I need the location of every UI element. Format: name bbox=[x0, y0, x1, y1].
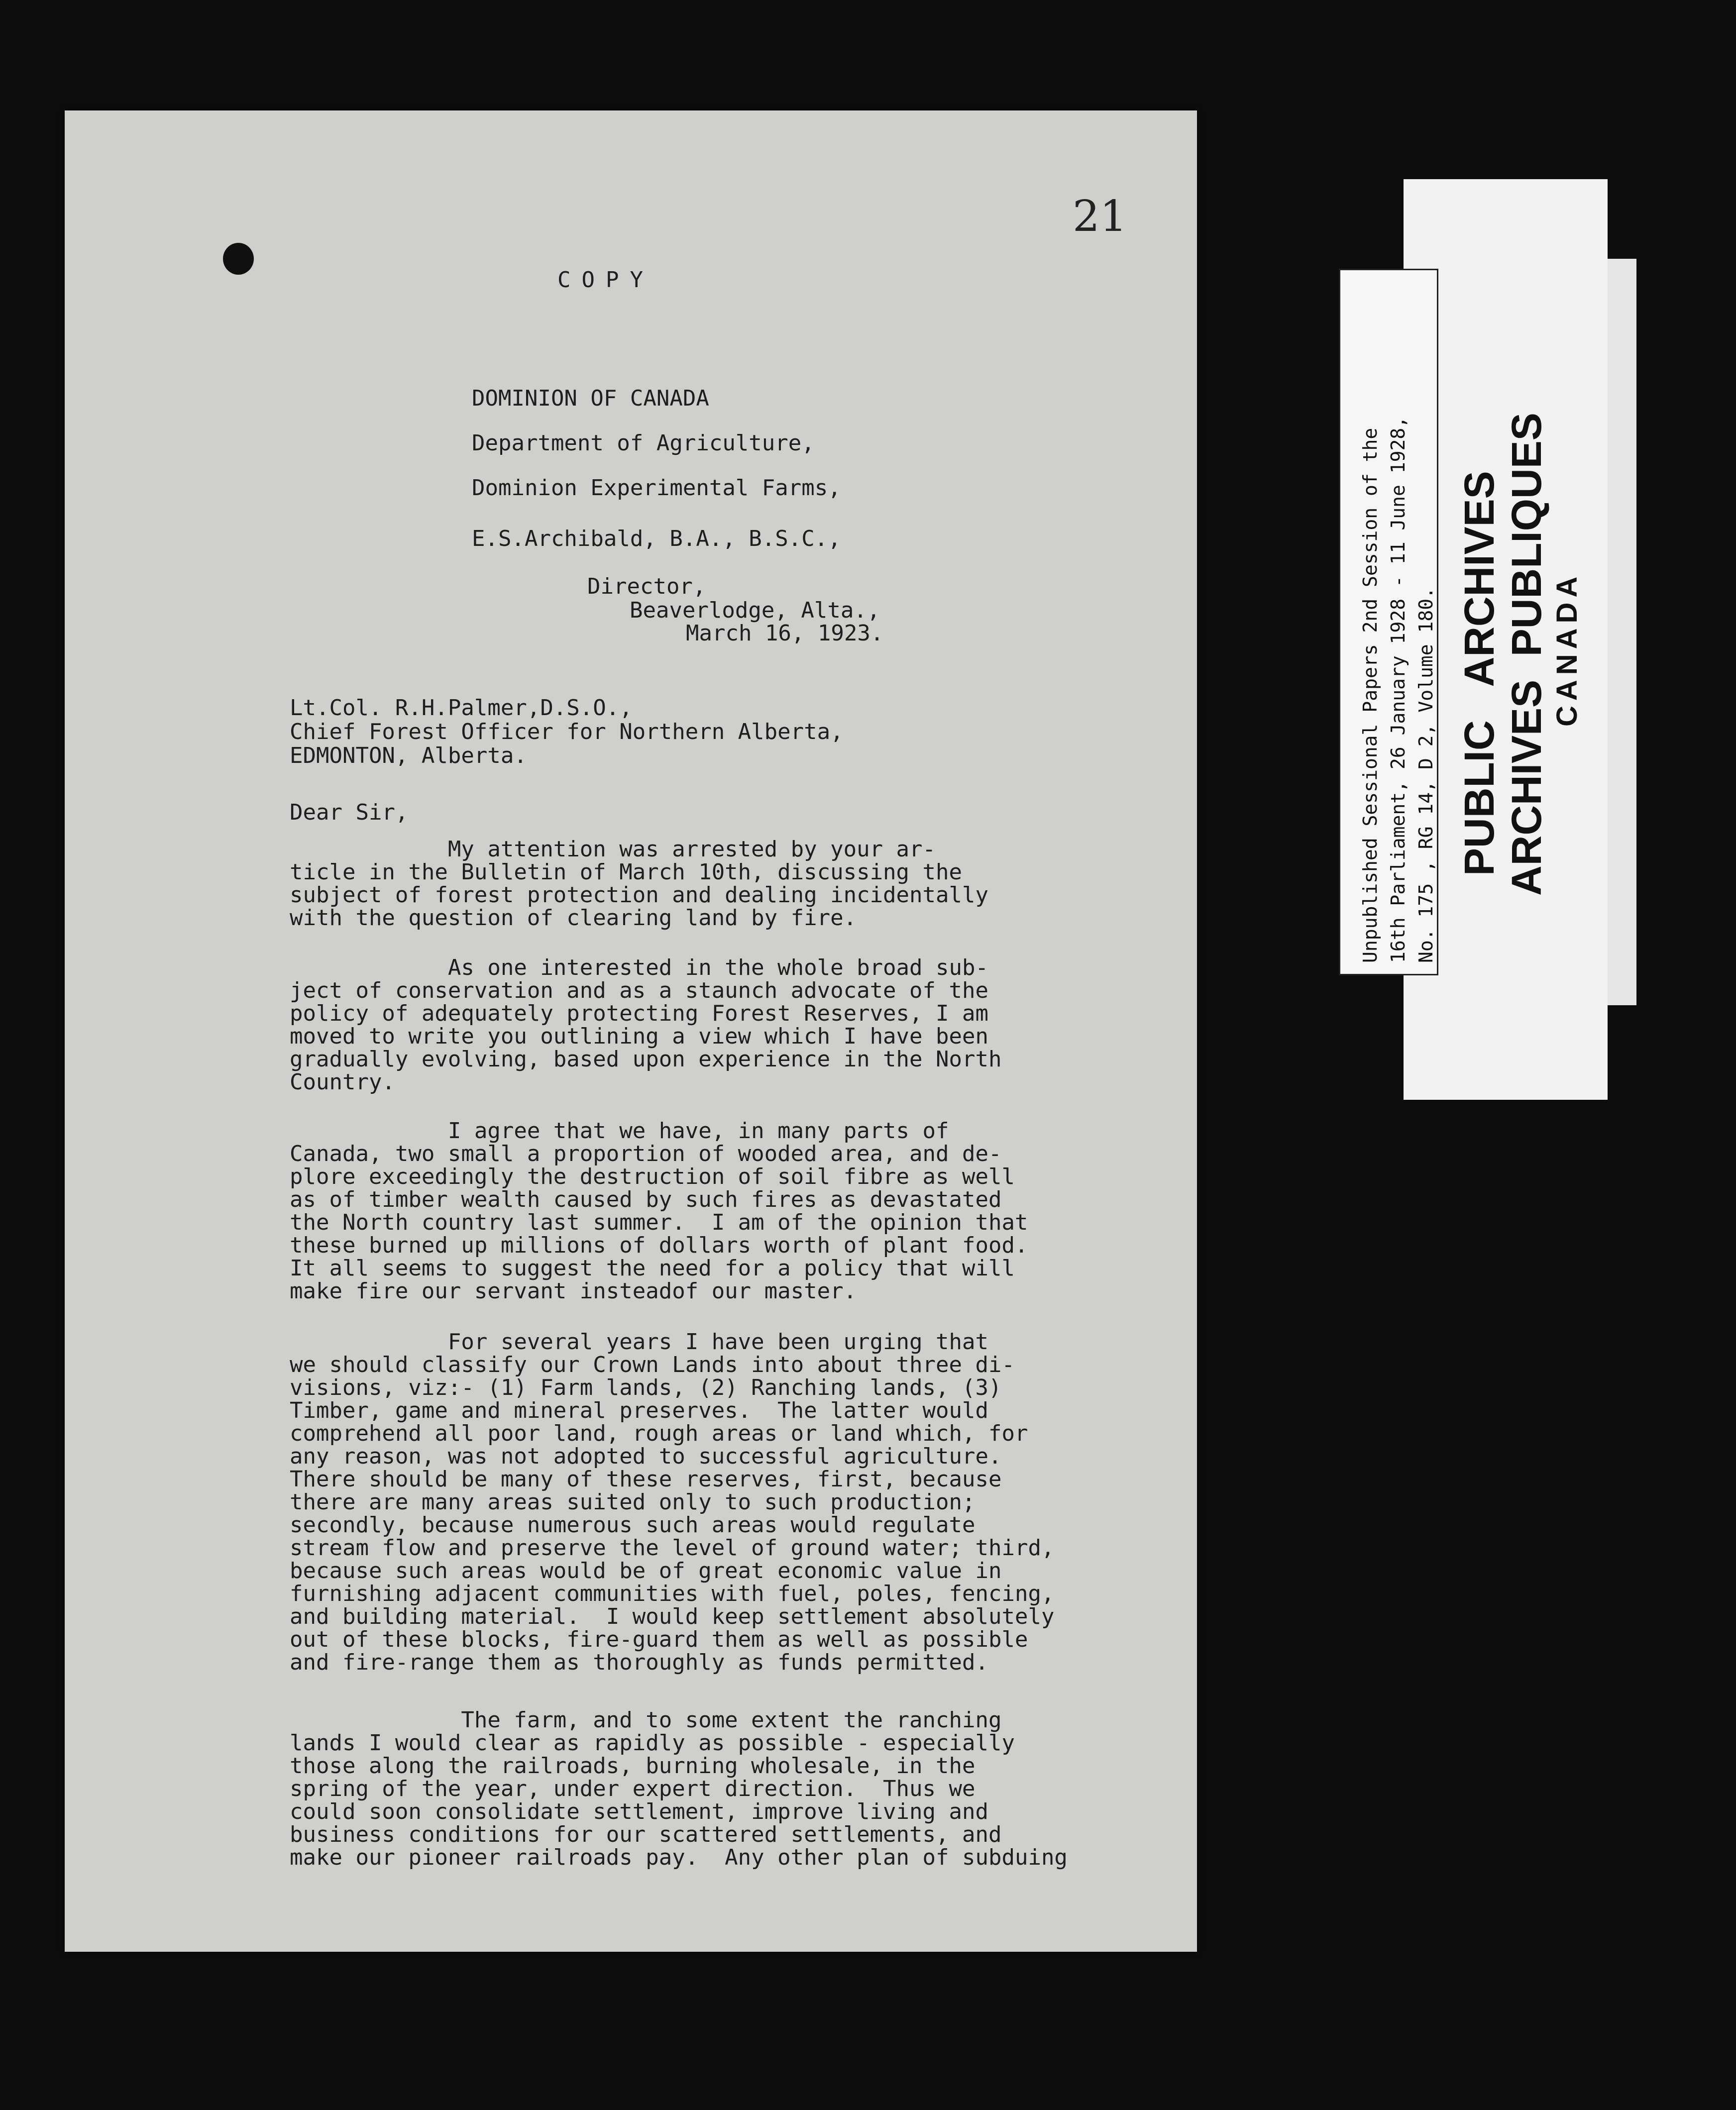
letter-date: March 16, 1923. bbox=[686, 621, 884, 646]
recipient-name: Lt.Col. R.H.Palmer,D.S.O., bbox=[290, 695, 633, 721]
body-paragraph-5: The farm, and to some extent the ranching lands I would clear as rapidly as possible - especially those along the railroads, burning wholesale, in the spring of the year, under expert direction. Thus we could soon consolidate settlement, improve living and business conditions for our scattered settlements, and make our pioneer railroads pay. Any other plan of subduing bbox=[290, 1707, 1068, 1870]
copy-label: COPY bbox=[557, 267, 654, 293]
body-paragraph-2: As one interested in the whole broad sub- ject of conservation and as a staunch advocate of the policy of adequately protecting Forest Reserves, I am moved to write you outlining a view which I have been gradually evolving, based upon experience in the North Country. bbox=[290, 955, 1002, 1095]
recipient-city: EDMONTON, Alberta. bbox=[290, 743, 527, 768]
letterhead-name: E.S.Archibald, B.A., B.S.C., bbox=[472, 526, 841, 551]
recipient-title: Chief Forest Officer for Northern Alberta, bbox=[290, 719, 844, 744]
archive-country: CANADA bbox=[1551, 571, 1583, 727]
letterhead-department: Department of Agriculture, bbox=[472, 430, 815, 456]
body-paragraph-3: I agree that we have, in many parts of Canada, two small a proportion of wooded area, and de- plore exceedingly the destruction of soil fibre as well as of timber wealth caused by such fires as devastated the North country last summer. I am of the opinion that these burned up millions of dollars worth of plant food. It all seems to suggest the need for a policy that will make fire our servant insteadof our master. bbox=[290, 1118, 1028, 1304]
page-number: 21 bbox=[1073, 192, 1127, 241]
letterhead-director: Director, bbox=[587, 574, 706, 599]
archive-label-edge bbox=[1608, 259, 1636, 1005]
letterhead-dominion: DOMINION OF CANADA bbox=[472, 386, 709, 411]
archive-reference-text: Unpublished Sessional Papers 2nd Session of the 16th Parliament, 26 January 1928 - 11 June 1928, No. 175 , RG 14, D 2, Volume 180. bbox=[1359, 416, 1437, 963]
letterhead-farms: Dominion Experimental Farms, bbox=[472, 475, 841, 501]
punch-hole bbox=[223, 243, 254, 275]
archive-name-french: ARCHIVES PUBLIQUES bbox=[1503, 413, 1550, 896]
body-paragraph-1: My attention was arrested by your ar- ticle in the Bulletin of March 10th, discussing the subject of forest protection and dealing incidentally with the question of clearing land by fire. bbox=[290, 837, 988, 931]
archive-name-english: PUBLIC ARCHIVES bbox=[1456, 471, 1503, 876]
body-paragraph-4: For several years I have been urging that we should classify our Crown Lands into about three di- visions, viz:- (1) Farm lands, (2) Ranching lands, (3) Timber, game and mineral preserves. The latter would comprehend all poor land, rough areas or land which, for any reason, was not adopted to successful agriculture. There should be many of these reserves, first, because there are many areas suited only to such production; secondly, because numerous such areas would regulate stream flow and preserve the level of ground water; third, because such areas would be of great economic value in furnishing adjacent communities with fuel, poles, fencing, and building material. I would keep settlement absolutely out of these blocks, fire-guard them as well as possible and fire-range them as thoroughly as funds permitted. bbox=[290, 1329, 1055, 1675]
letter-place: Beaverlodge, Alta., bbox=[630, 598, 880, 623]
salutation: Dear Sir, bbox=[290, 800, 409, 825]
